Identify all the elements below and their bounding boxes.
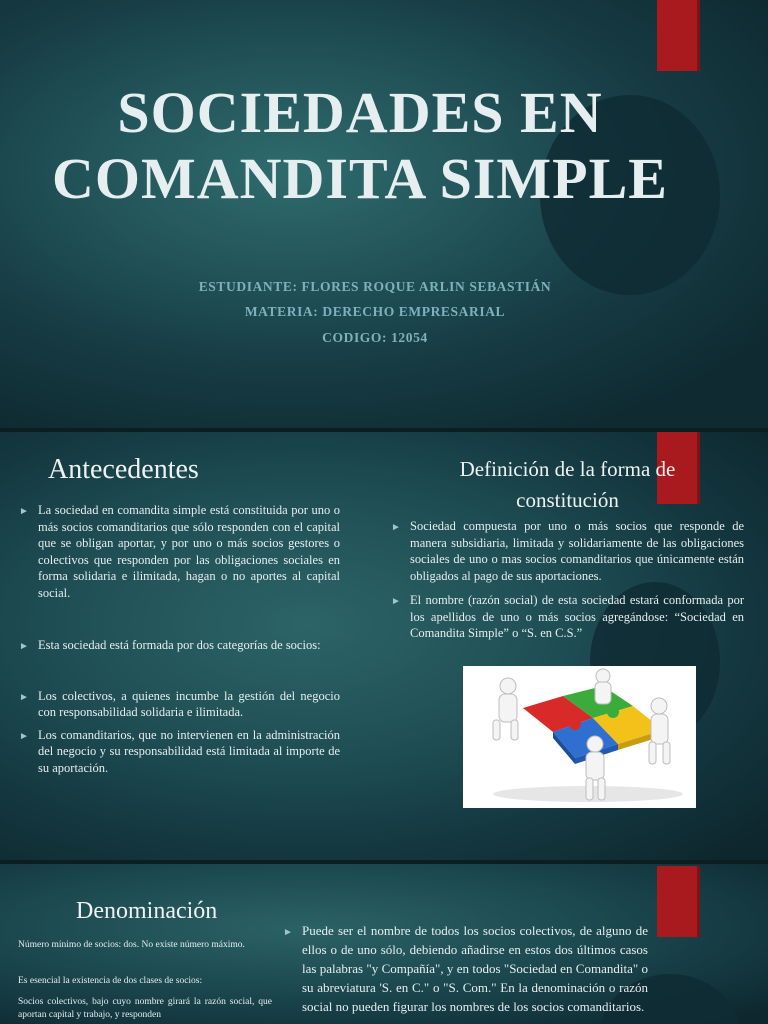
antecedentes-heading: Antecedentes [48,454,199,485]
bullet-text: El nombre (razón social) de esta sociedad estará conformada por los apellidos de uno o más socios agregándose: “Sociedad en Comandita Simple” o “S. en C.S.” [410,593,744,640]
red-accent-bar [657,0,700,71]
content-slide-denominacion [0,864,768,1024]
definicion-heading [400,454,735,516]
presentation-title [0,80,720,212]
denominacion-list [282,921,648,1016]
antecedentes-list [18,502,340,776]
list-item [18,502,340,601]
triangle-right-icon: ► [19,506,29,517]
list-item [18,637,340,654]
denominacion-heading: Denominación [76,898,218,924]
socios-colectivos-text: Socios colectivos, bajo cuyo nombre girará la razón social, que aportan capital y trabajo, y responden [18,997,272,1020]
triangle-right-icon: ► [19,730,29,742]
title-line-2: COMANDITA SIMPLE [52,146,668,211]
list-item [390,518,744,584]
student-name: ESTUDIANTE: FLORES ROQUE ARLIN SEBASTIÁN [198,279,552,294]
bullet-text: Puede ser el nombre de todos los socios colectivos, de alguno de ellos o de uno sólo, debiendo añadirse en estos dos últimos casos las palabras "y Compañía", y en todos "Sociedad en Comandita" o su abreviatura 'S. en C." o "S. Com." En la denominación o razón social no pueden figurar los nombres de los socios comanditarios. [302,923,648,1014]
red-accent-bar [657,866,700,937]
title-slide [0,0,768,428]
triangle-right-icon: ► [391,522,401,533]
student-code: CODIGO: 12054 [322,330,428,345]
list-item [18,727,340,777]
bullet-text: Sociedad compuesta por uno o más socios que responde de manera subsidiaria, limitada y solidariamente de las obligaciones sociales de uno o mas socios comanditarios que únicamente están obligados al pago de sus aportaciones. [410,519,744,583]
list-item [390,592,744,642]
bullet-text: Esta sociedad está formada por dos categorías de socios: [38,638,321,652]
heading-line-1: Definición de la forma de [459,457,676,481]
socios-minimo-text: Número mínimo de socios: dos. No existe número máximo. [18,940,245,950]
subject-name: MATERIA: DERECHO EMPRESARIAL [244,304,506,319]
triangle-right-icon: ► [19,691,29,703]
content-slide-antecedentes [0,432,768,860]
heading-line-2: constitución [516,488,619,512]
definicion-list [390,518,744,642]
puzzle-teamwork-image [463,666,696,808]
list-item [282,921,648,1016]
list-item [18,688,340,721]
clases-socios-text: Es esencial la existencia de dos clases de socios: [18,976,203,986]
triangle-right-icon: ► [19,641,29,652]
bullet-text: Los colectivos, a quienes incumbe la gestión del negocio con responsabilidad solidaria e ilimitada. [38,688,340,719]
puzzle-illustration-icon [463,666,696,808]
triangle-right-icon: ► [391,596,401,607]
title-line-1: SOCIEDADES EN [117,80,603,145]
bullet-text: Los comanditarios, que no intervienen en la administración del negocio y su responsabilidad está limitada al importe de su aportación. [38,727,340,775]
triangle-right-icon: ► [283,927,293,938]
bullet-text: La sociedad en comandita simple está constituida por uno o más socios comanditarios que sólo responden con el capital que se obligan aportar, y por uno o más socios gestores o colectivos que responden por las obligaciones sociales en forma solidaria e ilimitada, hagan o no aportes al capital social. [38,503,340,600]
